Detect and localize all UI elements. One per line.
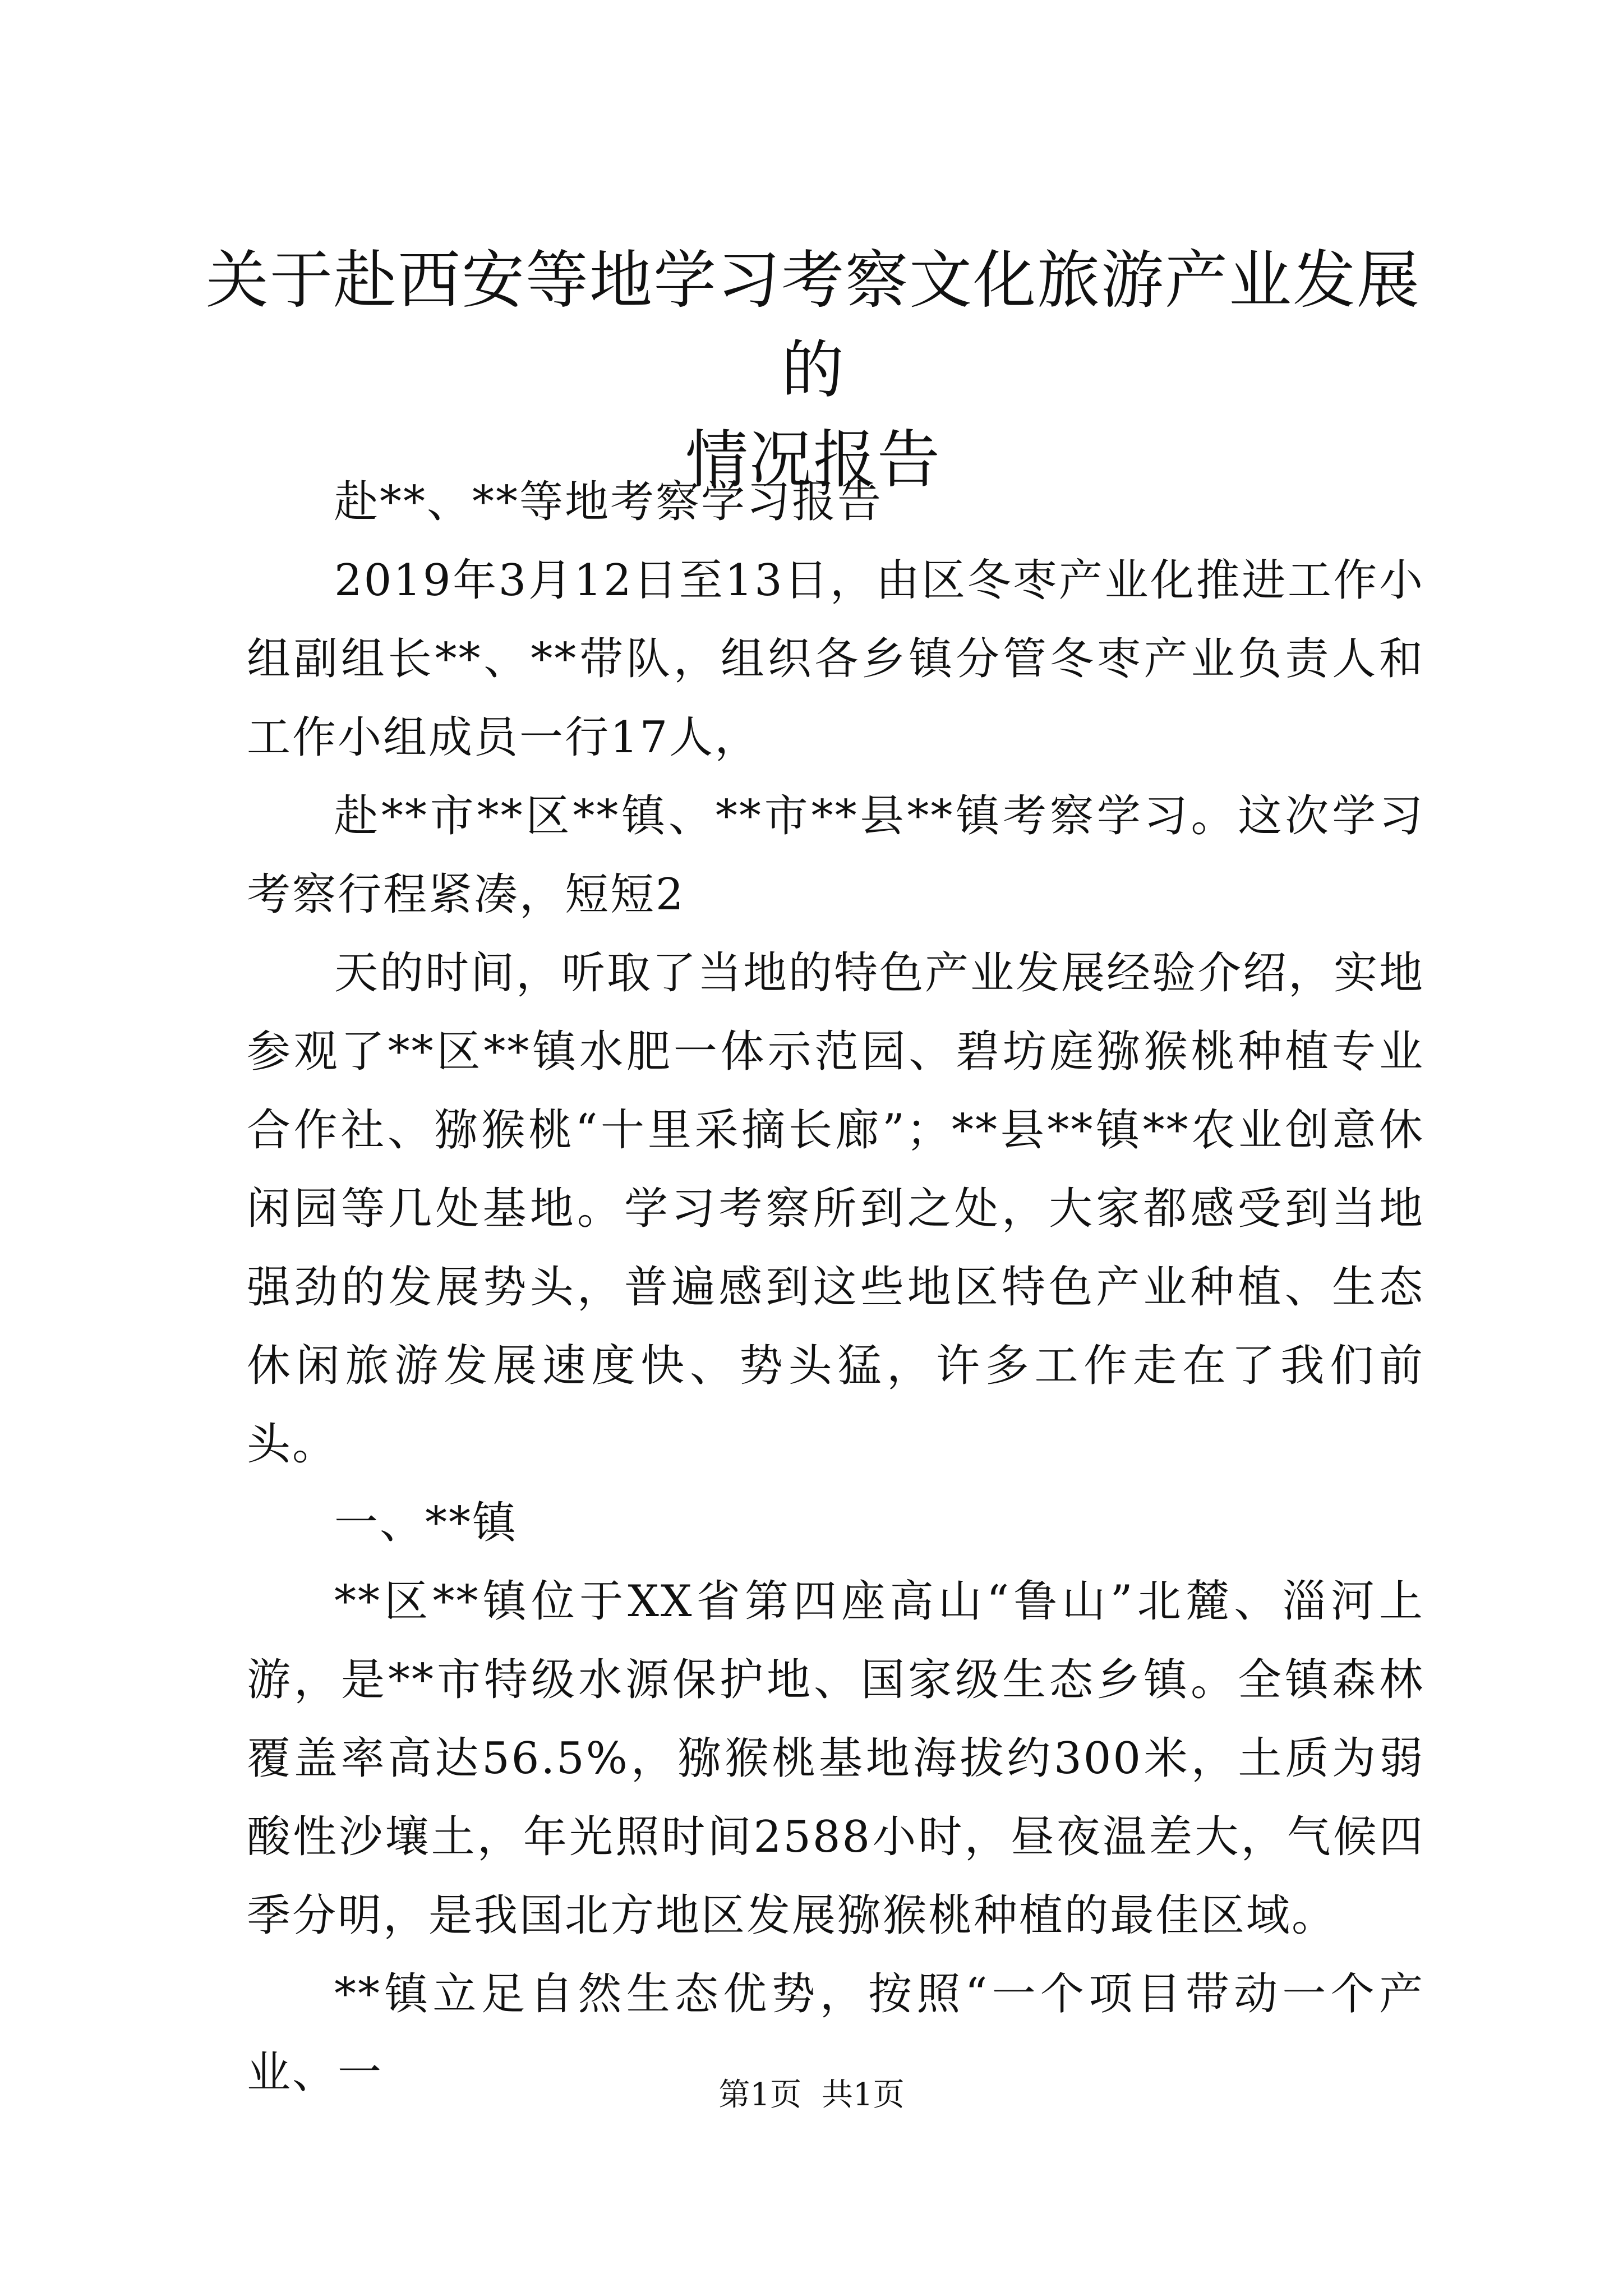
paragraph-subtitle: 赴**、**等地考察学习报告 <box>334 477 883 527</box>
page-total: 共1页 <box>822 2077 905 2113</box>
paragraph: **镇立足自然生态优势，按照“一个项目带动一个产业、一 <box>247 1969 1424 2098</box>
paragraph: **区**镇位于XX省第四座高山“鲁山”北麓、淄河上游，是**市特级水源保护地、国家级生态乡镇。全镇森林覆盖率高达56.5%，猕猴桃基地海拔约300米，土质为弱酸性沙壤土，年光照时间2588小时，昼夜温差大，气候四季分明，是我国北方地区发展猕猴桃种植的最佳区域。 <box>247 1576 1424 1941</box>
section-heading: 一、**镇 <box>334 1498 518 1548</box>
document-body <box>247 463 1424 2112</box>
paragraph: 天的时间，听取了当地的特色产业发展经验介绍，实地参观了**区**镇水肥一体示范园、碧坊庭猕猴桃种植专业合作社、猕猴桃“十里采摘长廊”；**县**镇**农业创意休闲园等几处基地。学习考察所到之处，大家都感受到当地强劲的发展势头，普遍感到这些地区特色产业种植、生态休闲旅游发展速度快、势头猛，许多工作走在了我们前头。 <box>247 948 1425 1470</box>
title-line-2: 情况报告 <box>685 424 941 496</box>
paragraph: 赴**市**区**镇、**市**县**镇考察学习。这次学习考察行程紧凑，短短2 <box>247 791 1424 920</box>
page-number: 第1页 <box>718 2077 801 2113</box>
title-line-1: 关于赴西安等地学习考察文化旅游产业发展的 <box>206 244 1421 407</box>
paragraph: 2019年3月12日至13日，由区冬枣产业化推进工作小组副组长**、**带队，组织各乡镇分管冬枣产业负责人和工作小组成员一行17人， <box>247 555 1424 763</box>
page-footer <box>0 2076 1623 2115</box>
